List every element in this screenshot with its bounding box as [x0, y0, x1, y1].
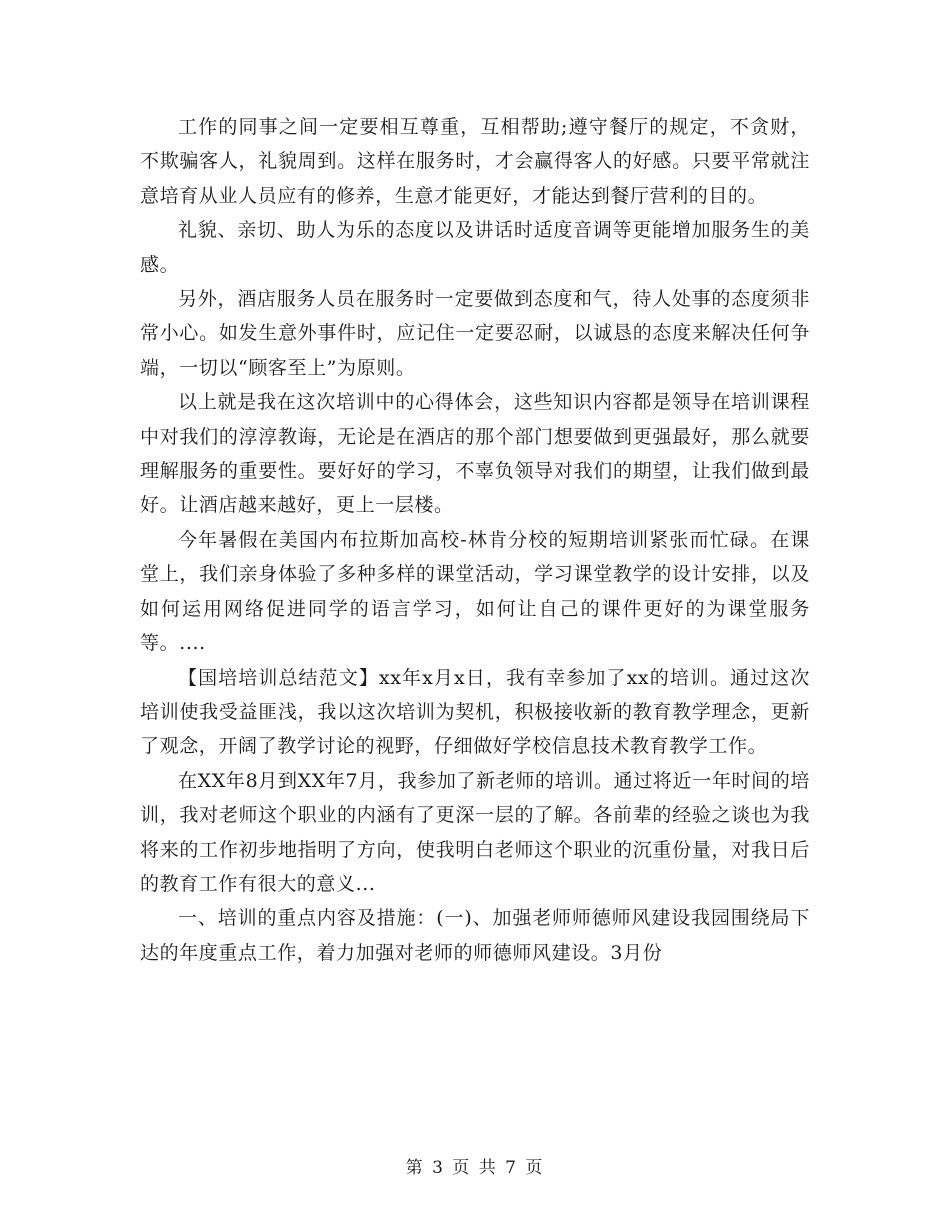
- paragraph-5: 今年暑假在美国内布拉斯加高校-林肯分校的短期培训紧张而忙碌。在课堂上，我们亲身体验了多种多样的课堂活动，学习课堂教学的设计安排，以及如何运用网络促进同学的语言学习，如何让自己的课件更好的为课堂服务等。....: [140, 528, 810, 655]
- paragraph-7: 在XX年8月到XX年7月，我参加了新老师的培训。通过将近一年时间的培训，我对老师这个职业的内涵有了更深一层的了解。各前辈的经验之谈也为我将来的工作初步地指明了方向，使我明白老师这个职业的沉重份量，对我日后的教育工作有很大的意义...: [140, 769, 810, 895]
- paragraph-6: 【国培培训总结范文】xx年x月x日，我有幸参加了xx的培训。通过这次培训使我受益匪浅，我以这次培训为契机，积极接收新的教育教学理念，更新了观念，开阔了教学讨论的视野，仔细做好学校信息技术教育教学工作。: [140, 666, 810, 758]
- paragraph-2: 礼貌、亲切、助人为乐的态度以及讲话时适度音调等更能增加服务生的美感。: [140, 219, 810, 276]
- paragraph-4: 以上就是我在这次培训中的心得体会，这些知识内容都是领导在培训课程中对我们的淳淳教诲，无论是在酒店的那个部门想要做到更强最好，那么就要理解服务的重要性。要好好的学习，不辜负领导对我们的期望，让我们做到最好。让酒店越来越好，更上一层楼。: [140, 391, 810, 517]
- paragraph-8: 一、培训的重点内容及措施：(一)、加强老师师德师风建设我园围绕局下达的年度重点工作，着力加强对老师的师德师风建设。3月份: [140, 907, 810, 964]
- paragraph-3: 另外，酒店服务人员在服务时一定要做到态度和气，待人处事的态度须非常小心。如发生意外事件时，应记住一定要忍耐，以诚恳的态度来解决任何争端，一切以“顾客至上”为原则。: [140, 288, 810, 379]
- document-body: [140, 110, 810, 970]
- paragraph-1: 工作的同事之间一定要相互尊重，互相帮助;遵守餐厅的规定，不贪财，不欺骗客人，礼貌周到。这样在服务时，才会赢得客人的好感。只要平常就注意培育从业人员应有的修养，生意才能更好，才能达到餐厅营利的目的。: [140, 116, 810, 207]
- page-number-footer: 第 3 页 共 7 页: [405, 1158, 545, 1178]
